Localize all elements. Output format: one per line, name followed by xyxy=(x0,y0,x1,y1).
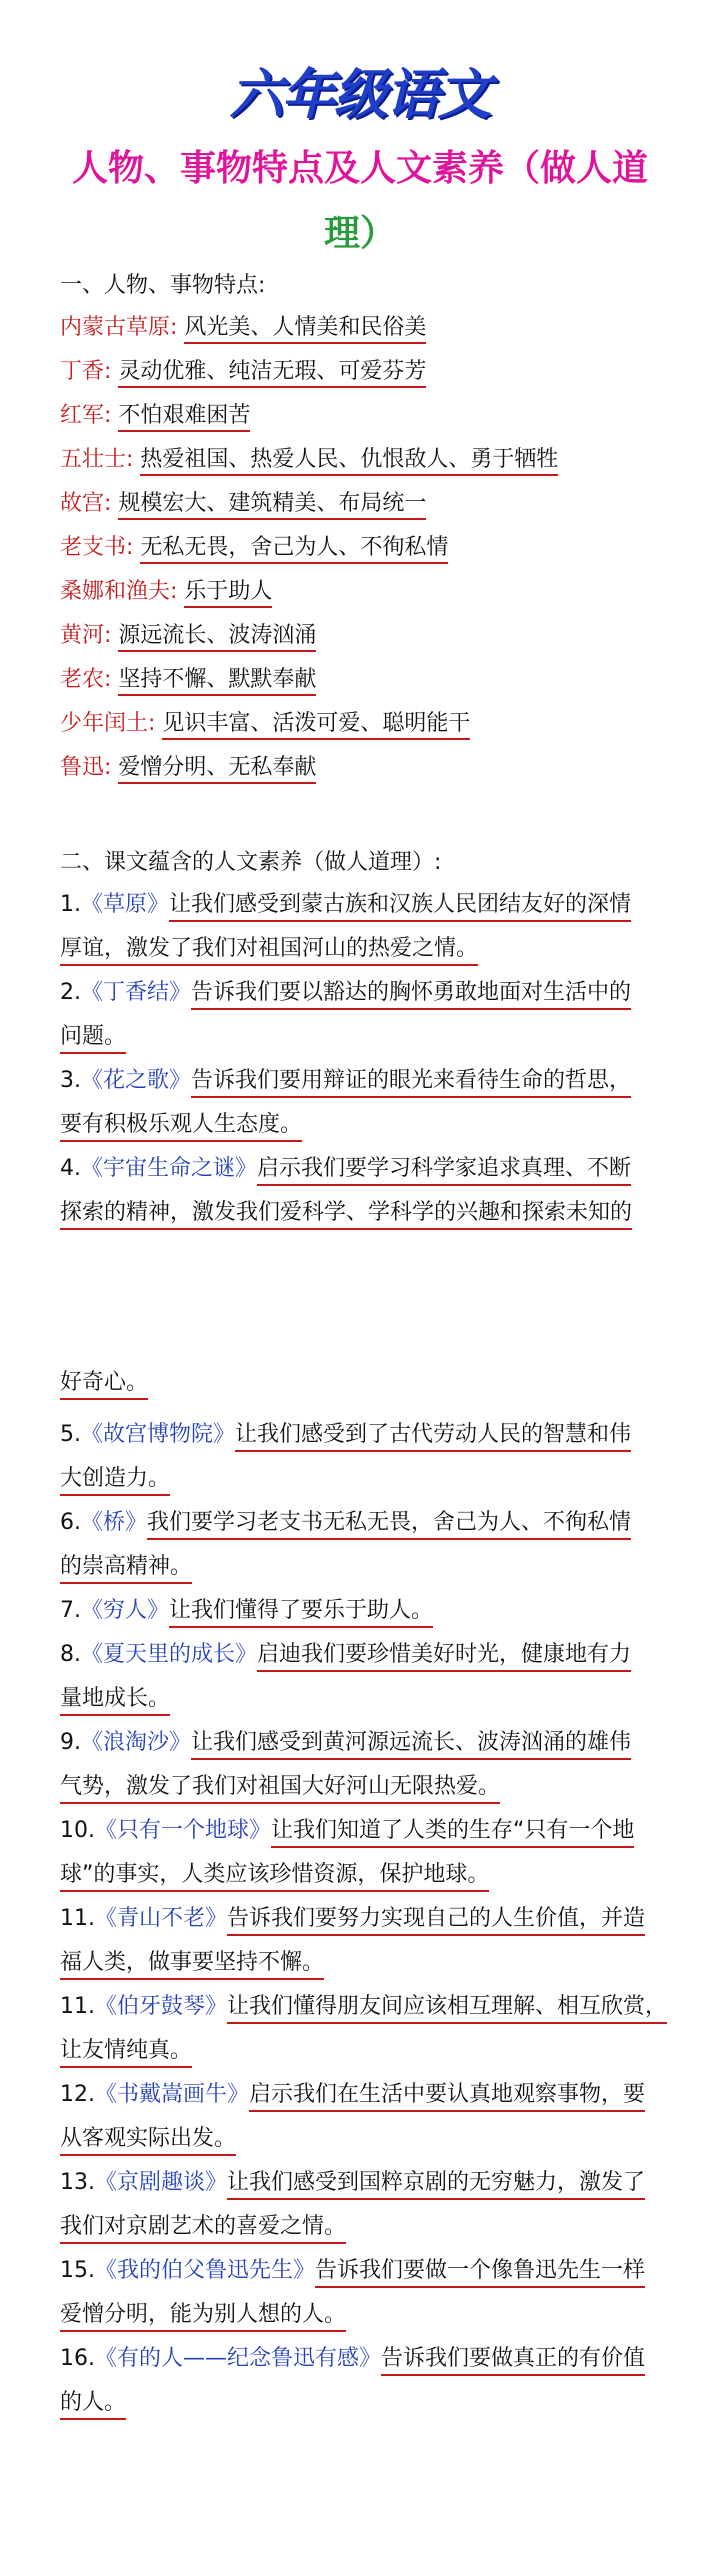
trait-name: 桑娜和渔夫: xyxy=(60,579,178,604)
item-number: 11. xyxy=(60,1994,95,2019)
trait-row xyxy=(60,530,448,560)
book-title: 《夏天里的成长》 xyxy=(81,1642,258,1667)
book-title: 《青山不老》 xyxy=(95,1906,228,1931)
item-text: 告诉我们要用辩证的眼光来看待生命的哲思， xyxy=(191,1068,631,1098)
trait-desc: 热爱祖国、热爱人民、仇恨敌人、勇于牺牲 xyxy=(140,447,558,476)
trait-name: 黄河: xyxy=(60,623,112,648)
page-title-line2 xyxy=(60,205,660,256)
trait-row xyxy=(60,486,426,516)
list-item xyxy=(60,1638,672,1726)
list-item xyxy=(60,1418,672,1506)
item-text: 让我们感受到黄河源远流长、波涛汹涌的雄伟 xyxy=(191,1730,631,1760)
item-number: 5. xyxy=(60,1422,81,1447)
item-text: 福人类，做事要坚持不懈。 xyxy=(60,1950,324,1980)
book-title: 《书戴嵩画牛》 xyxy=(95,2082,250,2107)
book-title: 《京剧趣谈》 xyxy=(95,2170,228,2195)
item-text: 好奇心。 xyxy=(60,1370,148,1400)
list-item xyxy=(60,1594,672,1638)
trait-desc: 无私无畏，舍己为人、不徇私情 xyxy=(140,535,448,564)
item-text: 启示我们要学习科学家追求真理、不断 xyxy=(257,1156,631,1186)
item-text: 的人。 xyxy=(60,2390,126,2420)
item-number: 15. xyxy=(60,2258,95,2283)
page-title-line1: 人物、事物特点及人文素养（做人道 xyxy=(71,148,648,189)
list-item xyxy=(60,1152,672,1240)
item-text: 让我们懂得了要乐于助人。 xyxy=(169,1598,433,1628)
list-item-continuation xyxy=(60,1366,672,1410)
item-text: 让我们知道了人类的生存“只有一个地 xyxy=(271,1818,634,1848)
book-title: 《伯牙鼓琴》 xyxy=(95,1994,228,2019)
item-number: 16. xyxy=(60,2346,95,2371)
item-number: 1. xyxy=(60,892,81,917)
trait-name: 故宫: xyxy=(60,491,112,516)
item-number: 2. xyxy=(60,980,81,1005)
trait-name: 老支书: xyxy=(60,535,134,560)
book-title: 《浪淘沙》 xyxy=(81,1730,192,1755)
list-item xyxy=(60,1506,672,1594)
item-text: 我们要学习老支书无私无畏，舍己为人、不徇私情 xyxy=(147,1510,631,1540)
item-text: 告诉我们要做一个像鲁迅先生一样 xyxy=(315,2258,645,2288)
list-item xyxy=(60,888,672,976)
trait-row xyxy=(60,354,426,384)
item-text: 让我们感受到了古代劳动人民的智慧和伟 xyxy=(235,1422,631,1452)
list-item xyxy=(60,1814,672,1902)
list-item xyxy=(60,2166,672,2254)
trait-row xyxy=(60,398,250,428)
trait-row xyxy=(60,442,558,472)
list-item xyxy=(60,976,672,1064)
book-title: 《草原》 xyxy=(81,892,170,917)
book-title: 《有的人——纪念鲁迅有感》 xyxy=(95,2346,382,2371)
item-text: 启示我们在生活中要认真地观察事物，要 xyxy=(249,2082,645,2112)
book-title: 《我的伯父鲁迅先生》 xyxy=(95,2258,316,2283)
logo: 六年级语文 xyxy=(229,63,490,126)
trait-desc: 风光美、人情美和民俗美 xyxy=(184,315,426,344)
item-text: 气势，激发了我们对祖国大好河山无限热爱。 xyxy=(60,1774,500,1804)
trait-row xyxy=(60,662,316,692)
item-text: 告诉我们要努力实现自己的人生价值，并造 xyxy=(227,1906,645,1936)
list-item xyxy=(60,2342,672,2430)
trait-desc: 坚持不懈、默默奉献 xyxy=(118,667,316,696)
trait-desc: 乐于助人 xyxy=(184,579,272,608)
item-text: 启迪我们要珍惜美好时光，健康地有力 xyxy=(257,1642,631,1672)
trait-row xyxy=(60,574,272,604)
trait-row xyxy=(60,618,316,648)
item-text: 要有积极乐观人生态度。 xyxy=(60,1112,302,1142)
book-title: 《花之歌》 xyxy=(81,1068,192,1093)
trait-name: 红军: xyxy=(60,403,112,428)
item-text: 我们对京剧艺术的喜爱之情。 xyxy=(60,2214,346,2244)
item-number: 8. xyxy=(60,1642,81,1667)
item-number: 13. xyxy=(60,2170,95,2195)
trait-name: 少年闰土: xyxy=(60,711,156,736)
item-text: 问题。 xyxy=(60,1024,126,1054)
item-number: 12. xyxy=(60,2082,95,2107)
item-text: 从客观实际出发。 xyxy=(60,2126,236,2156)
item-text: 让我们感受到国粹京剧的无穷魅力，激发了 xyxy=(227,2170,645,2200)
item-text: 厚谊，激发了我们对祖国河山的热爱之情。 xyxy=(60,936,478,966)
item-number: 7. xyxy=(60,1598,81,1623)
trait-row xyxy=(60,310,426,340)
list-item xyxy=(60,1064,672,1152)
item-number: 3. xyxy=(60,1068,81,1093)
list-item xyxy=(60,1902,672,1990)
item-text: 探索的精神，激发我们爱科学、学科学的兴趣和探索未知的 xyxy=(60,1200,632,1230)
item-text: 告诉我们要以豁达的胸怀勇敢地面对生活中的 xyxy=(191,980,631,1010)
page-title-line2-text: 理） xyxy=(323,213,396,254)
item-number: 6. xyxy=(60,1510,81,1535)
book-title: 《故宫博物院》 xyxy=(81,1422,236,1447)
book-title: 《宇宙生命之谜》 xyxy=(81,1156,258,1181)
item-text: 的崇高精神。 xyxy=(60,1554,192,1584)
trait-row xyxy=(60,706,470,736)
trait-name: 鲁迅: xyxy=(60,755,112,780)
item-text: 爱憎分明，能为别人想的人。 xyxy=(60,2302,346,2332)
list-item xyxy=(60,2078,672,2166)
section1-heading: 一、人物、事物特点: xyxy=(60,273,266,298)
list-item xyxy=(60,1990,672,2078)
item-text: 让我们懂得朋友间应该相互理解、相互欣赏， xyxy=(227,1994,667,2024)
trait-row xyxy=(60,750,316,780)
book-title: 《丁香结》 xyxy=(81,980,192,1005)
section2-heading: 二、课文蕴含的人文素养（做人道理）: xyxy=(60,850,442,875)
item-text: 球”的事实，人类应该珍惜资源，保护地球。 xyxy=(60,1862,489,1892)
item-number: 11. xyxy=(60,1906,95,1931)
trait-desc: 灵动优雅、纯洁无瑕、可爱芬芳 xyxy=(118,359,426,388)
trait-name: 五壮士: xyxy=(60,447,134,472)
trait-desc: 规模宏大、建筑精美、布局统一 xyxy=(118,491,426,520)
trait-desc: 源远流长、波涛汹涌 xyxy=(118,623,316,652)
trait-name: 老农: xyxy=(60,667,112,692)
trait-name: 丁香: xyxy=(60,359,112,384)
book-title: 《桥》 xyxy=(81,1510,148,1535)
item-text: 让我们感受到蒙古族和汉族人民团结友好的深情 xyxy=(169,892,631,922)
list-item xyxy=(60,2254,672,2342)
trait-name: 内蒙古草原: xyxy=(60,315,178,340)
book-title: 《只有一个地球》 xyxy=(95,1818,272,1843)
book-title: 《穷人》 xyxy=(81,1598,170,1623)
item-number: 10. xyxy=(60,1818,95,1843)
trait-desc: 见识丰富、活泼可爱、聪明能干 xyxy=(162,711,470,740)
list-item xyxy=(60,1726,672,1814)
item-number: 9. xyxy=(60,1730,81,1755)
item-text: 让友情纯真。 xyxy=(60,2038,192,2068)
trait-desc: 爱憎分明、无私奉献 xyxy=(118,755,316,784)
item-number: 4. xyxy=(60,1156,81,1181)
item-text: 大创造力。 xyxy=(60,1466,170,1496)
trait-desc: 不怕艰难困苦 xyxy=(118,403,250,432)
item-text: 量地成长。 xyxy=(60,1686,170,1716)
item-text: 告诉我们要做真正的有价值 xyxy=(381,2346,645,2376)
